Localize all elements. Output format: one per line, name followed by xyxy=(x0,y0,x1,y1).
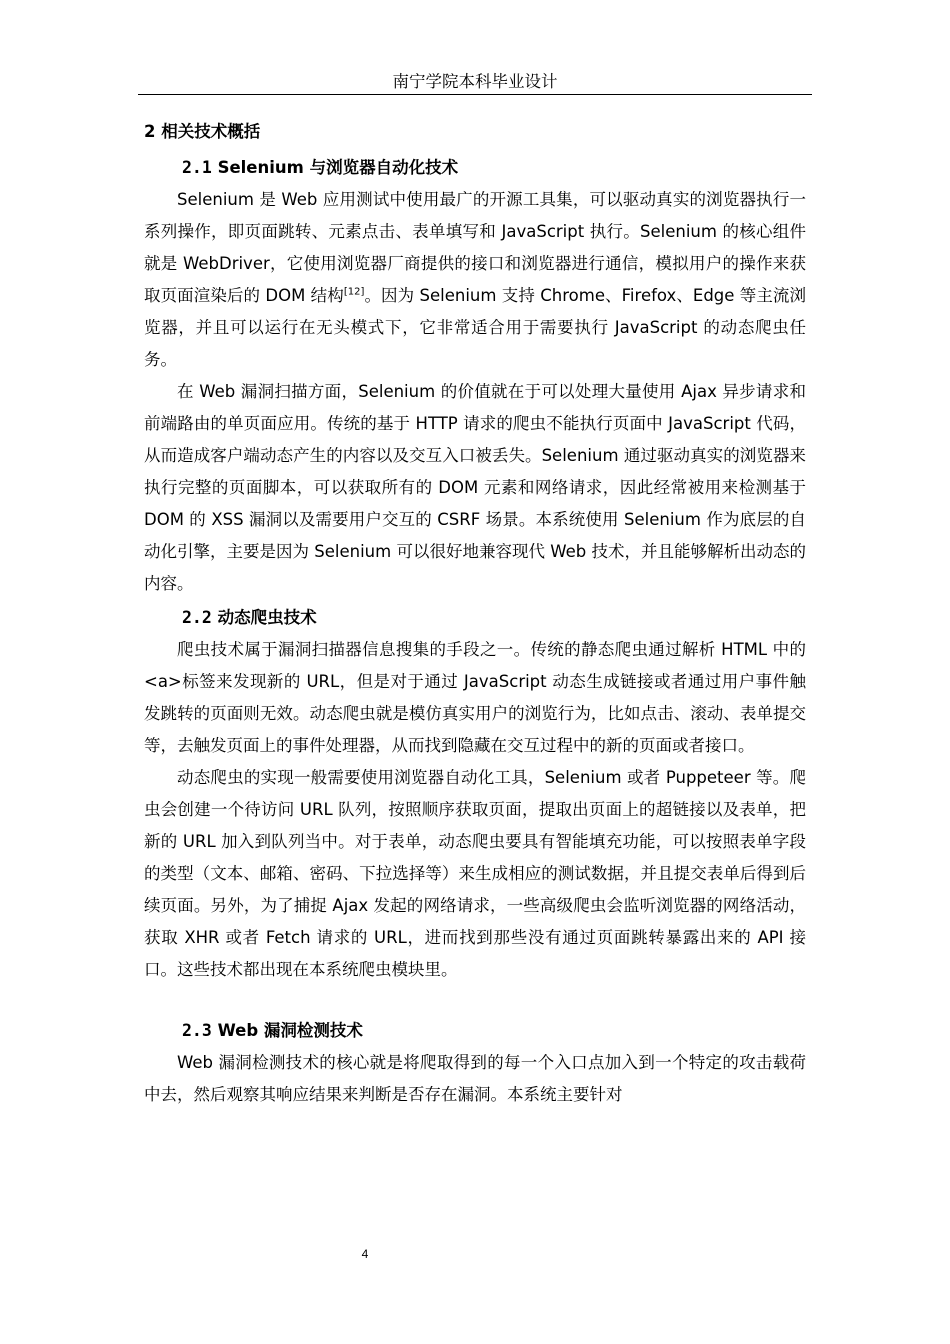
section-number: 2 xyxy=(144,122,156,141)
paragraph: 爬虫技术属于漏洞扫描器信息搜集的手段之一。传统的静态爬虫通过解析 HTML 中的<a>标签来发现新的 URL，但是对于通过 JavaScript 动态生成链接或者通过用户事件触发跳转的页面则无效。动态爬虫就是模仿真实用户的浏览行为，比如点击、滚动、表单提交等，去触发页面上的事件处理器，从而找到隐藏在交互过程中的新的页面或者接口。 xyxy=(144,640,806,755)
subsection-heading xyxy=(182,602,806,634)
page-number: 4 xyxy=(361,1247,369,1261)
body-text xyxy=(144,114,806,1111)
paragraph-text: 。因为 Selenium 支持 Chrome、Firefox、Edge 等主流浏览器，并且可以运行在无头模式下，它非常适合用于需要执行 JavaScript 的动态爬虫任务。 xyxy=(144,286,807,369)
subsection-number: 2.3 xyxy=(182,1021,212,1040)
paragraph: 在 Web 漏洞扫描方面，Selenium 的价值就在于可以处理大量使用 Ajax 异步请求和前端路由的单页面应用。传统的基于 HTTP 请求的爬虫不能执行页面中 JavaScript 代码，从而造成客户端动态产生的内容以及交互入口被丢失。Selenium 通过驱动真实的浏览器来执行完整的页面脚本，可以获取所有的 DOM 元素和网络请求，因此经常被用来检测基于 DOM 的 XSS 漏洞以及需要用户交互的 CSRF 场景。本系统使用 Selenium 作为底层的自动化引擎，主要是因为 Selenium 可以很好地兼容现代 Web 技术，并且能够解析出动态的内容。 xyxy=(144,382,806,593)
subsection-title: 动态爬虫技术 xyxy=(217,608,317,627)
paragraph xyxy=(144,184,806,376)
citation-ref: [12] xyxy=(343,286,365,298)
subsection-title: Selenium 与浏览器自动化技术 xyxy=(217,158,459,177)
paragraph: Web 漏洞检测技术的核心就是将爬取得到的每一个入口点加入到一个特定的攻击载荷中去，然后观察其响应结果来判断是否存在漏洞。本系统主要针对 xyxy=(144,1053,806,1104)
paragraph: 动态爬虫的实现一般需要使用浏览器自动化工具，Selenium 或者 Puppeteer 等。爬虫会创建一个待访问 URL 队列，按照顺序获取页面，提取出页面上的超链接以及表单，把新的 URL 加入到队列当中。对于表单，动态爬虫要具有智能填充功能，可以按照表单字段的类型（文本、邮箱、密码、下拉选择等）来生成相应的测试数据，并且提交表单后得到后续页面。另外，为了捕捉 Ajax 发起的网络请求，一些高级爬虫会监听浏览器的网络活动，获取 XHR 或者 Fetch 请求的 URL，进而找到那些没有通过页面跳转暴露出来的 API 接口。这些技术都出现在本系统爬虫模块里。 xyxy=(144,768,806,979)
subsection-heading xyxy=(182,152,806,184)
subsection-number: 2.2 xyxy=(182,608,212,627)
paragraph-text: Selenium 是 Web 应用测试中使用最广的开源工具集，可以驱动真实的浏览器执行一系列操作，即页面跳转、元素点击、表单填写和 JavaScript 执行。Selenium 的核心组件就是 WebDriver，它使用浏览器厂商提供的接口和浏览器进行通信，模拟用户的操作来获取页面渲染后的 DOM 结构 xyxy=(144,190,806,305)
header-rule xyxy=(138,94,812,95)
subsection-number: 2.1 xyxy=(182,158,212,177)
section-heading xyxy=(144,114,806,150)
subsection-heading xyxy=(182,1015,806,1047)
section-title: 相关技术概括 xyxy=(161,122,261,141)
spacer xyxy=(144,986,806,1013)
running-header: 南宁学院本科毕业设计 xyxy=(392,72,558,91)
subsection-title: Web 漏洞检测技术 xyxy=(217,1021,363,1040)
